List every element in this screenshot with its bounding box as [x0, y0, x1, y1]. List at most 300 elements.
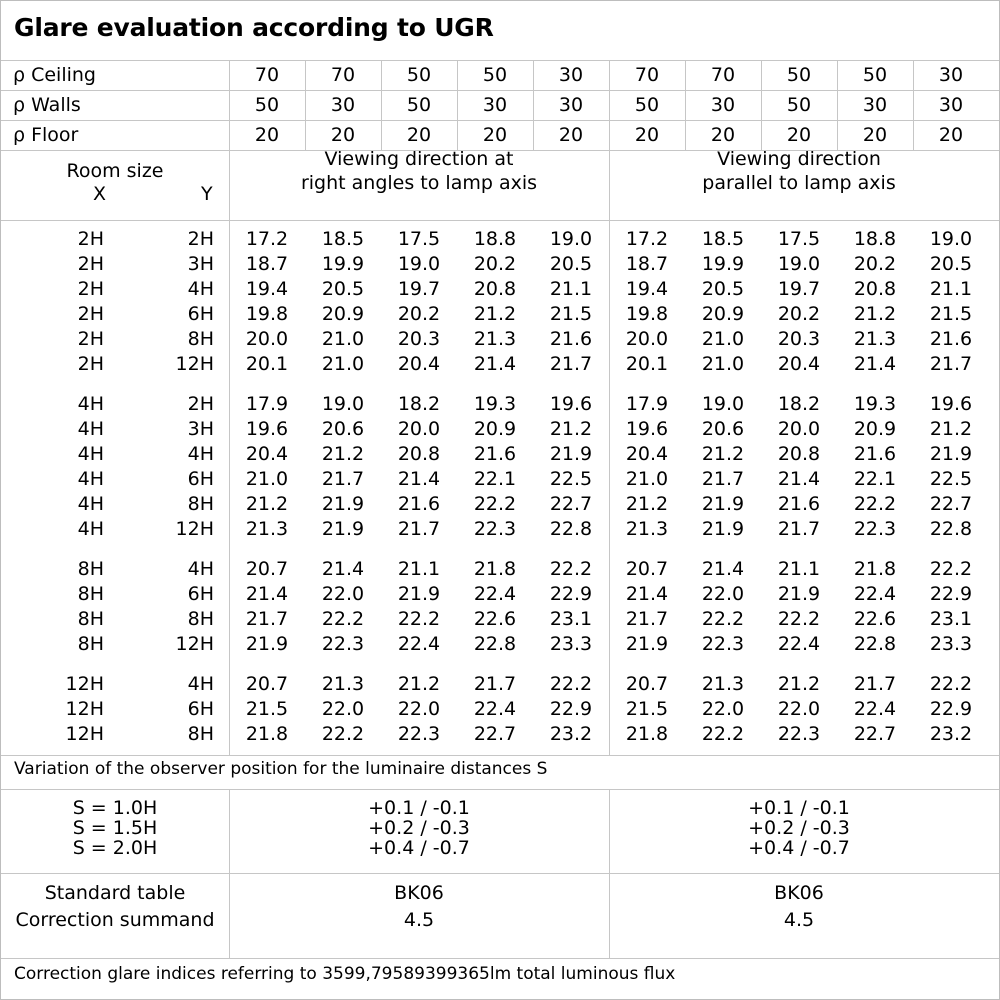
- ugr-value: 20.7: [245, 673, 289, 695]
- ugr-value: 21.4: [701, 558, 745, 580]
- reflectance-label: ρ Ceiling: [13, 64, 96, 86]
- ugr-value: 18.7: [245, 253, 289, 275]
- table-row: [1, 352, 999, 377]
- ugr-value: 21.7: [625, 608, 669, 630]
- reflectance-value: 20: [254, 124, 280, 146]
- variation-parallel-value: +0.1 / -0.1: [748, 797, 850, 819]
- ugr-value: 17.5: [777, 228, 821, 250]
- room-y: 4H: [187, 443, 214, 465]
- reflectance-value: 30: [938, 94, 964, 116]
- ugr-value: 20.0: [777, 418, 821, 440]
- table-row: [1, 442, 999, 467]
- ugr-value: 22.6: [473, 608, 517, 630]
- right-correction-summand: 4.5: [403, 909, 435, 931]
- ugr-value: 20.8: [777, 443, 821, 465]
- room-x: 2H: [77, 303, 104, 325]
- variation-s-label: S = 1.0H: [72, 797, 158, 819]
- room-y: 8H: [187, 608, 214, 630]
- divider: [1, 789, 999, 790]
- table-row: [1, 392, 999, 417]
- ugr-value: 18.8: [853, 228, 897, 250]
- divider: [1, 958, 999, 959]
- reflectance-label: ρ Floor: [13, 124, 79, 146]
- ugr-value: 21.3: [321, 673, 365, 695]
- ugr-value: 18.7: [625, 253, 669, 275]
- ugr-value: 18.2: [777, 393, 821, 415]
- table-row: [1, 607, 999, 632]
- ugr-value: 22.2: [701, 723, 745, 745]
- ugr-value: 21.8: [853, 558, 897, 580]
- ugr-value: 22.6: [853, 608, 897, 630]
- ugr-value: 20.6: [321, 418, 365, 440]
- reflectance-value: 30: [862, 94, 888, 116]
- room-y: 8H: [187, 723, 214, 745]
- room-x: 2H: [77, 228, 104, 250]
- ugr-value: 19.7: [397, 278, 441, 300]
- right-standard-table: BK06: [394, 882, 444, 904]
- ugr-value: 22.9: [549, 698, 593, 720]
- ugr-value: 23.1: [929, 608, 973, 630]
- correction-summand-label: Correction summand: [15, 909, 215, 931]
- ugr-value: 21.6: [473, 443, 517, 465]
- variation-right-value: +0.4 / -0.7: [368, 837, 470, 859]
- ugr-value: 22.3: [853, 518, 897, 540]
- ugr-value: 20.7: [625, 558, 669, 580]
- room-y: 3H: [187, 418, 214, 440]
- ugr-value: 21.9: [625, 633, 669, 655]
- ugr-value: 21.3: [473, 328, 517, 350]
- ugr-value: 22.5: [549, 468, 593, 490]
- ugr-value: 22.0: [397, 698, 441, 720]
- ugr-value: 22.9: [549, 583, 593, 605]
- ugr-value: 20.5: [701, 278, 745, 300]
- ugr-value: 19.8: [245, 303, 289, 325]
- ugr-value: 22.0: [777, 698, 821, 720]
- footer-note: Correction glare indices referring to 3599,79589399365lm total luminous flux: [14, 964, 676, 984]
- parallel-line1: Viewing direction: [717, 148, 881, 170]
- ugr-value: 21.2: [549, 418, 593, 440]
- ugr-value: 17.2: [245, 228, 289, 250]
- ugr-value: 21.0: [625, 468, 669, 490]
- ugr-value: 21.8: [625, 723, 669, 745]
- ugr-value: 21.2: [701, 443, 745, 465]
- reflectance-value: 20: [330, 124, 356, 146]
- ugr-value: 20.4: [625, 443, 669, 465]
- ugr-value: 20.2: [397, 303, 441, 325]
- ugr-value: 22.7: [473, 723, 517, 745]
- ugr-value: 18.8: [473, 228, 517, 250]
- table-row: [1, 492, 999, 517]
- room-y: 2H: [187, 228, 214, 250]
- ugr-value: 22.8: [549, 518, 593, 540]
- ugr-value: 22.2: [473, 493, 517, 515]
- table-row: [1, 672, 999, 697]
- reflectance-value: 20: [786, 124, 812, 146]
- ugr-value: 22.2: [549, 673, 593, 695]
- ugr-value: 22.9: [929, 583, 973, 605]
- ugr-value: 19.6: [929, 393, 973, 415]
- ugr-value: 22.4: [853, 583, 897, 605]
- ugr-value: 21.2: [397, 673, 441, 695]
- ugr-value: 17.9: [245, 393, 289, 415]
- parallel-line2: parallel to lamp axis: [702, 172, 896, 194]
- ugr-value: 22.3: [397, 723, 441, 745]
- room-x: 8H: [77, 608, 104, 630]
- ugr-value: 20.9: [321, 303, 365, 325]
- ugr-value: 21.1: [549, 278, 593, 300]
- variation-s-label: S = 2.0H: [72, 837, 158, 859]
- ugr-value: 19.9: [321, 253, 365, 275]
- ugr-value: 21.6: [549, 328, 593, 350]
- ugr-value: 21.6: [397, 493, 441, 515]
- ugr-value: 22.7: [853, 723, 897, 745]
- room-x: 2H: [77, 328, 104, 350]
- ugr-value: 22.2: [321, 723, 365, 745]
- ugr-value: 19.0: [549, 228, 593, 250]
- room-x: 8H: [77, 633, 104, 655]
- ugr-value: 21.2: [777, 673, 821, 695]
- ugr-value: 21.6: [777, 493, 821, 515]
- room-y: 3H: [187, 253, 214, 275]
- ugr-value: 21.9: [245, 633, 289, 655]
- ugr-value: 21.2: [853, 303, 897, 325]
- table-row: [1, 582, 999, 607]
- ugr-value: 22.1: [853, 468, 897, 490]
- ugr-value: 20.9: [473, 418, 517, 440]
- ugr-value: 20.8: [473, 278, 517, 300]
- ugr-value: 21.4: [473, 353, 517, 375]
- ugr-value: 22.0: [701, 698, 745, 720]
- reflectance-value: 30: [482, 94, 508, 116]
- table-row: [1, 517, 999, 542]
- ugr-value: 22.4: [473, 583, 517, 605]
- ugr-value: 21.1: [777, 558, 821, 580]
- ugr-value: 21.5: [929, 303, 973, 325]
- ugr-value: 19.0: [701, 393, 745, 415]
- ugr-value: 20.0: [245, 328, 289, 350]
- ugr-value: 20.1: [625, 353, 669, 375]
- room-x: 2H: [77, 278, 104, 300]
- room-x: 2H: [77, 353, 104, 375]
- room-x: 12H: [65, 698, 104, 720]
- ugr-value: 22.8: [473, 633, 517, 655]
- ugr-value: 21.7: [245, 608, 289, 630]
- room-y: 12H: [175, 353, 214, 375]
- divider: [1, 220, 999, 221]
- table-row: [1, 327, 999, 352]
- table-row: [1, 632, 999, 657]
- right-angles-line2: right angles to lamp axis: [300, 172, 538, 194]
- ugr-value: 22.2: [929, 558, 973, 580]
- reflectance-value: 30: [330, 94, 356, 116]
- ugr-value: 21.7: [397, 518, 441, 540]
- room-y: 6H: [187, 698, 214, 720]
- ugr-value: 21.7: [473, 673, 517, 695]
- ugr-value: 22.1: [473, 468, 517, 490]
- room-y: 8H: [187, 328, 214, 350]
- ugr-value: 20.3: [397, 328, 441, 350]
- room-y: 6H: [187, 583, 214, 605]
- ugr-value: 21.9: [701, 493, 745, 515]
- ugr-value: 21.9: [549, 443, 593, 465]
- room-y: 4H: [187, 278, 214, 300]
- room-x: 4H: [77, 443, 104, 465]
- room-y: 12H: [175, 518, 214, 540]
- ugr-value: 21.0: [321, 353, 365, 375]
- ugr-value: 20.4: [777, 353, 821, 375]
- ugr-value: 20.3: [777, 328, 821, 350]
- room-x: 12H: [65, 673, 104, 695]
- ugr-value: 22.0: [321, 583, 365, 605]
- reflectance-value: 70: [330, 64, 356, 86]
- table-row: [1, 252, 999, 277]
- parallel-correction-summand: 4.5: [783, 909, 815, 931]
- ugr-value: 21.4: [853, 353, 897, 375]
- reflectance-value: 30: [558, 94, 584, 116]
- room-x: 4H: [77, 468, 104, 490]
- parallel-header: [609, 147, 989, 195]
- ugr-value: 20.7: [245, 558, 289, 580]
- room-size-label: Room size: [66, 160, 164, 182]
- ugr-value: 21.7: [777, 518, 821, 540]
- reflectance-value: 50: [482, 64, 508, 86]
- ugr-value: 22.2: [929, 673, 973, 695]
- ugr-value: 20.4: [245, 443, 289, 465]
- ugr-value: 20.2: [777, 303, 821, 325]
- room-x: 4H: [77, 493, 104, 515]
- standard-table-label: Standard table: [44, 882, 186, 904]
- ugr-value: 20.8: [853, 278, 897, 300]
- reflectance-value: 20: [634, 124, 660, 146]
- ugr-value: 23.3: [929, 633, 973, 655]
- table-row: [1, 697, 999, 722]
- variation-parallel-value: +0.4 / -0.7: [748, 837, 850, 859]
- ugr-value: 21.9: [397, 583, 441, 605]
- ugr-value: 18.2: [397, 393, 441, 415]
- ugr-value: 21.7: [549, 353, 593, 375]
- reflectance-value: 50: [406, 64, 432, 86]
- table-row: [1, 557, 999, 582]
- ugr-value: 21.0: [321, 328, 365, 350]
- ugr-value: 19.6: [549, 393, 593, 415]
- reflectance-value: 70: [254, 64, 280, 86]
- ugr-value: 20.0: [625, 328, 669, 350]
- ugr-value: 22.4: [777, 633, 821, 655]
- ugr-value: 21.3: [853, 328, 897, 350]
- ugr-value: 22.4: [853, 698, 897, 720]
- ugr-value: 21.1: [929, 278, 973, 300]
- ugr-value: 21.0: [245, 468, 289, 490]
- room-x: 4H: [77, 393, 104, 415]
- room-y: 4H: [187, 673, 214, 695]
- ugr-value: 23.1: [549, 608, 593, 630]
- ugr-value: 18.5: [701, 228, 745, 250]
- variation-parallel-value: +0.2 / -0.3: [748, 817, 850, 839]
- ugr-value: 21.5: [625, 698, 669, 720]
- divider: [1, 755, 999, 756]
- ugr-value: 22.8: [853, 633, 897, 655]
- ugr-value: 22.7: [549, 493, 593, 515]
- page-title: Glare evaluation according to UGR: [14, 13, 494, 42]
- ugr-value: 22.3: [701, 633, 745, 655]
- y-label: Y: [201, 183, 213, 205]
- ugr-value: 22.3: [473, 518, 517, 540]
- ugr-value: 21.9: [321, 493, 365, 515]
- variation-right-value: +0.2 / -0.3: [368, 817, 470, 839]
- room-x: 2H: [77, 253, 104, 275]
- ugr-value: 20.6: [701, 418, 745, 440]
- ugr-value: 22.2: [397, 608, 441, 630]
- ugr-value: 21.8: [473, 558, 517, 580]
- ugr-value: 21.7: [853, 673, 897, 695]
- ugr-value: 21.1: [397, 558, 441, 580]
- ugr-value: 19.6: [625, 418, 669, 440]
- ugr-value: 21.2: [625, 493, 669, 515]
- ugr-value: 21.4: [245, 583, 289, 605]
- ugr-value: 19.9: [701, 253, 745, 275]
- ugr-value: 20.8: [397, 443, 441, 465]
- ugr-value: 22.4: [397, 633, 441, 655]
- ugr-value: 20.9: [701, 303, 745, 325]
- ugr-value: 20.1: [245, 353, 289, 375]
- ugr-value: 17.5: [397, 228, 441, 250]
- ugr-value: 21.6: [929, 328, 973, 350]
- ugr-value: 17.9: [625, 393, 669, 415]
- table-row: [1, 722, 999, 747]
- x-label: X: [93, 183, 107, 205]
- ugr-value: 21.2: [245, 493, 289, 515]
- ugr-value: 19.6: [245, 418, 289, 440]
- ugr-value: 20.5: [929, 253, 973, 275]
- ugr-value: 21.3: [625, 518, 669, 540]
- ugr-value: 19.4: [245, 278, 289, 300]
- reflectance-value: 70: [710, 64, 736, 86]
- parallel-standard-table: BK06: [774, 882, 824, 904]
- reflectance-value: 20: [482, 124, 508, 146]
- ugr-value: 21.7: [701, 468, 745, 490]
- room-x: 8H: [77, 558, 104, 580]
- room-x: 4H: [77, 518, 104, 540]
- ugr-value: 21.7: [321, 468, 365, 490]
- reflectance-value: 50: [634, 94, 660, 116]
- variation-title: Variation of the observer position for the luminaire distances S: [14, 759, 548, 779]
- variation-right-value: +0.1 / -0.1: [368, 797, 470, 819]
- table-row: [1, 302, 999, 327]
- ugr-value: 21.4: [321, 558, 365, 580]
- ugr-value: 20.4: [397, 353, 441, 375]
- ugr-value: 21.2: [473, 303, 517, 325]
- room-x: 8H: [77, 583, 104, 605]
- room-y: 12H: [175, 633, 214, 655]
- table-row: [1, 467, 999, 492]
- ugr-value: 22.0: [321, 698, 365, 720]
- ugr-value: 18.5: [321, 228, 365, 250]
- ugr-value: 22.7: [929, 493, 973, 515]
- room-y: 8H: [187, 493, 214, 515]
- ugr-value: 21.8: [245, 723, 289, 745]
- ugr-value: 22.2: [321, 608, 365, 630]
- ugr-value: 21.9: [701, 518, 745, 540]
- table-row: [1, 227, 999, 252]
- ugr-value: 22.2: [853, 493, 897, 515]
- ugr-value: 21.4: [397, 468, 441, 490]
- reflectance-value: 20: [862, 124, 888, 146]
- right-angles-header: [229, 147, 609, 195]
- room-y: 6H: [187, 303, 214, 325]
- ugr-value: 19.7: [777, 278, 821, 300]
- ugr-value: 20.0: [397, 418, 441, 440]
- ugr-value: 20.2: [853, 253, 897, 275]
- ugr-value: 19.4: [625, 278, 669, 300]
- ugr-value: 21.9: [321, 518, 365, 540]
- ugr-value: 22.3: [777, 723, 821, 745]
- room-size-header: [1, 159, 229, 207]
- ugr-value: 22.2: [777, 608, 821, 630]
- ugr-value: 21.4: [625, 583, 669, 605]
- ugr-value: 21.9: [777, 583, 821, 605]
- reflectance-value: 70: [634, 64, 660, 86]
- ugr-value: 22.2: [549, 558, 593, 580]
- reflectance-value: 20: [558, 124, 584, 146]
- ugr-value: 21.6: [853, 443, 897, 465]
- ugr-value: 19.0: [321, 393, 365, 415]
- reflectance-value: 50: [862, 64, 888, 86]
- reflectance-value: 20: [938, 124, 964, 146]
- right-angles-line1: Viewing direction at: [324, 148, 514, 170]
- ugr-value: 20.7: [625, 673, 669, 695]
- ugr-value: 22.2: [701, 608, 745, 630]
- ugr-value: 20.5: [321, 278, 365, 300]
- ugr-value: 21.3: [245, 518, 289, 540]
- ugr-value: 20.2: [473, 253, 517, 275]
- ugr-value: 21.0: [701, 353, 745, 375]
- reflectance-value: 20: [710, 124, 736, 146]
- ugr-value: 23.3: [549, 633, 593, 655]
- ugr-value: 21.9: [929, 443, 973, 465]
- table-row: [1, 277, 999, 302]
- ugr-value: 21.5: [245, 698, 289, 720]
- ugr-value: 19.0: [929, 228, 973, 250]
- ugr-value: 22.9: [929, 698, 973, 720]
- ugr-value: 17.2: [625, 228, 669, 250]
- room-y: 2H: [187, 393, 214, 415]
- ugr-value: 19.8: [625, 303, 669, 325]
- ugr-value: 19.0: [397, 253, 441, 275]
- ugr-value: 22.8: [929, 518, 973, 540]
- room-y: 6H: [187, 468, 214, 490]
- reflectance-value: 50: [406, 94, 432, 116]
- reflectance-value: 30: [558, 64, 584, 86]
- reflectance-value: 50: [254, 94, 280, 116]
- ugr-value: 20.5: [549, 253, 593, 275]
- room-x: 4H: [77, 418, 104, 440]
- ugr-value: 21.3: [701, 673, 745, 695]
- reflectance-value: 30: [938, 64, 964, 86]
- ugr-value: 22.4: [473, 698, 517, 720]
- ugr-value: 22.5: [929, 468, 973, 490]
- variation-s-label: S = 1.5H: [72, 817, 158, 839]
- room-x: 12H: [65, 723, 104, 745]
- reflectance-value: 20: [406, 124, 432, 146]
- ugr-value: 21.2: [929, 418, 973, 440]
- ugr-value: 23.2: [549, 723, 593, 745]
- table-row: [1, 417, 999, 442]
- ugr-value: 20.9: [853, 418, 897, 440]
- reflectance-value: 50: [786, 64, 812, 86]
- ugr-value: 21.7: [929, 353, 973, 375]
- ugr-value: 23.2: [929, 723, 973, 745]
- ugr-value: 22.3: [321, 633, 365, 655]
